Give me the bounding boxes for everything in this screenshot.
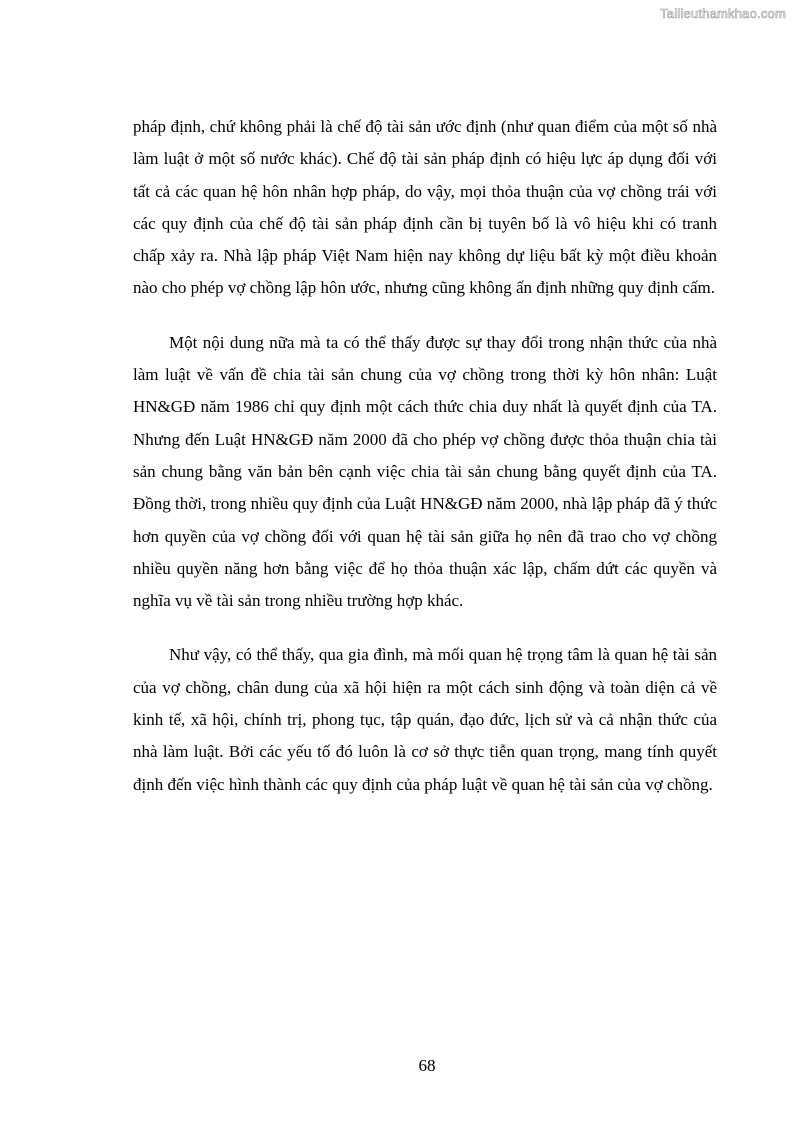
paragraph-division-of-property: Một nội dung nữa mà ta có thể thấy được sự thay đổi trong nhận thức của nhà làm luật về vấn đề chia tài sản chung của vợ chồng trong thời kỳ hôn nhân: Luật HN&GĐ năm 1986 chỉ quy định một cách thức chia duy nhất là quyết định của TA. Nhưng đến Luật HN&GĐ năm 2000 đã cho phép vợ chồng được thỏa thuận chia tài sản chung bằng văn bản bên cạnh việc chia tài sản chung bằng quyết định của TA. Đồng thời, trong nhiều quy định của Luật HN&GĐ năm 2000, nhà lập pháp đã ý thức hơn quyền của vợ chồng đối với quan hệ tài sản giữa họ nên đã trao cho vợ chồng nhiều quyền năng hơn bằng việc để họ thỏa thuận xác lập, chấm dứt các quyền và nghĩa vụ về tài sản trong nhiều trường hợp khác. [133, 332, 717, 611]
paragraph-continuation: pháp định, chứ không phải là chế độ tài sản ước định (như quan điểm của một số nhà làm luật ở một số nước khác). Chế độ tài sản pháp định có hiệu lực áp dụng đối với tất cả các quan hệ hôn nhân hợp pháp, do vậy, mọi thỏa thuận của vợ chồng trái với các quy định của chế độ tài sản pháp định cần bị tuyên bố là vô hiệu khi có tranh chấp xảy ra. Nhà lập pháp Việt Nam hiện nay không dự liệu bất kỳ một điều khoản nào cho phép vợ chồng lập hôn ước, nhưng cũng không ấn định những quy định cấm. [133, 117, 717, 298]
watermark-text: Tailieuthamkhao.com [660, 6, 786, 21]
paragraph-conclusion: Như vậy, có thể thấy, qua gia đình, mà mối quan hệ trọng tâm là quan hệ tài sản của vợ chồng, chân dung của xã hội hiện ra một cách sinh động và toàn diện cả về kinh tế, xã hội, chính trị, phong tục, tập quán, đạo đức, lịch sử và cả nhận thức của nhà làm luật. Bởi các yếu tố đó luôn là cơ sở thực tiễn quan trọng, mang tính quyết định đến việc hình thành các quy định của pháp luật về quan hệ tài sản của vợ chồng. [133, 645, 717, 794]
document-body [133, 111, 717, 823]
page-number: 68 [418, 1056, 436, 1075]
